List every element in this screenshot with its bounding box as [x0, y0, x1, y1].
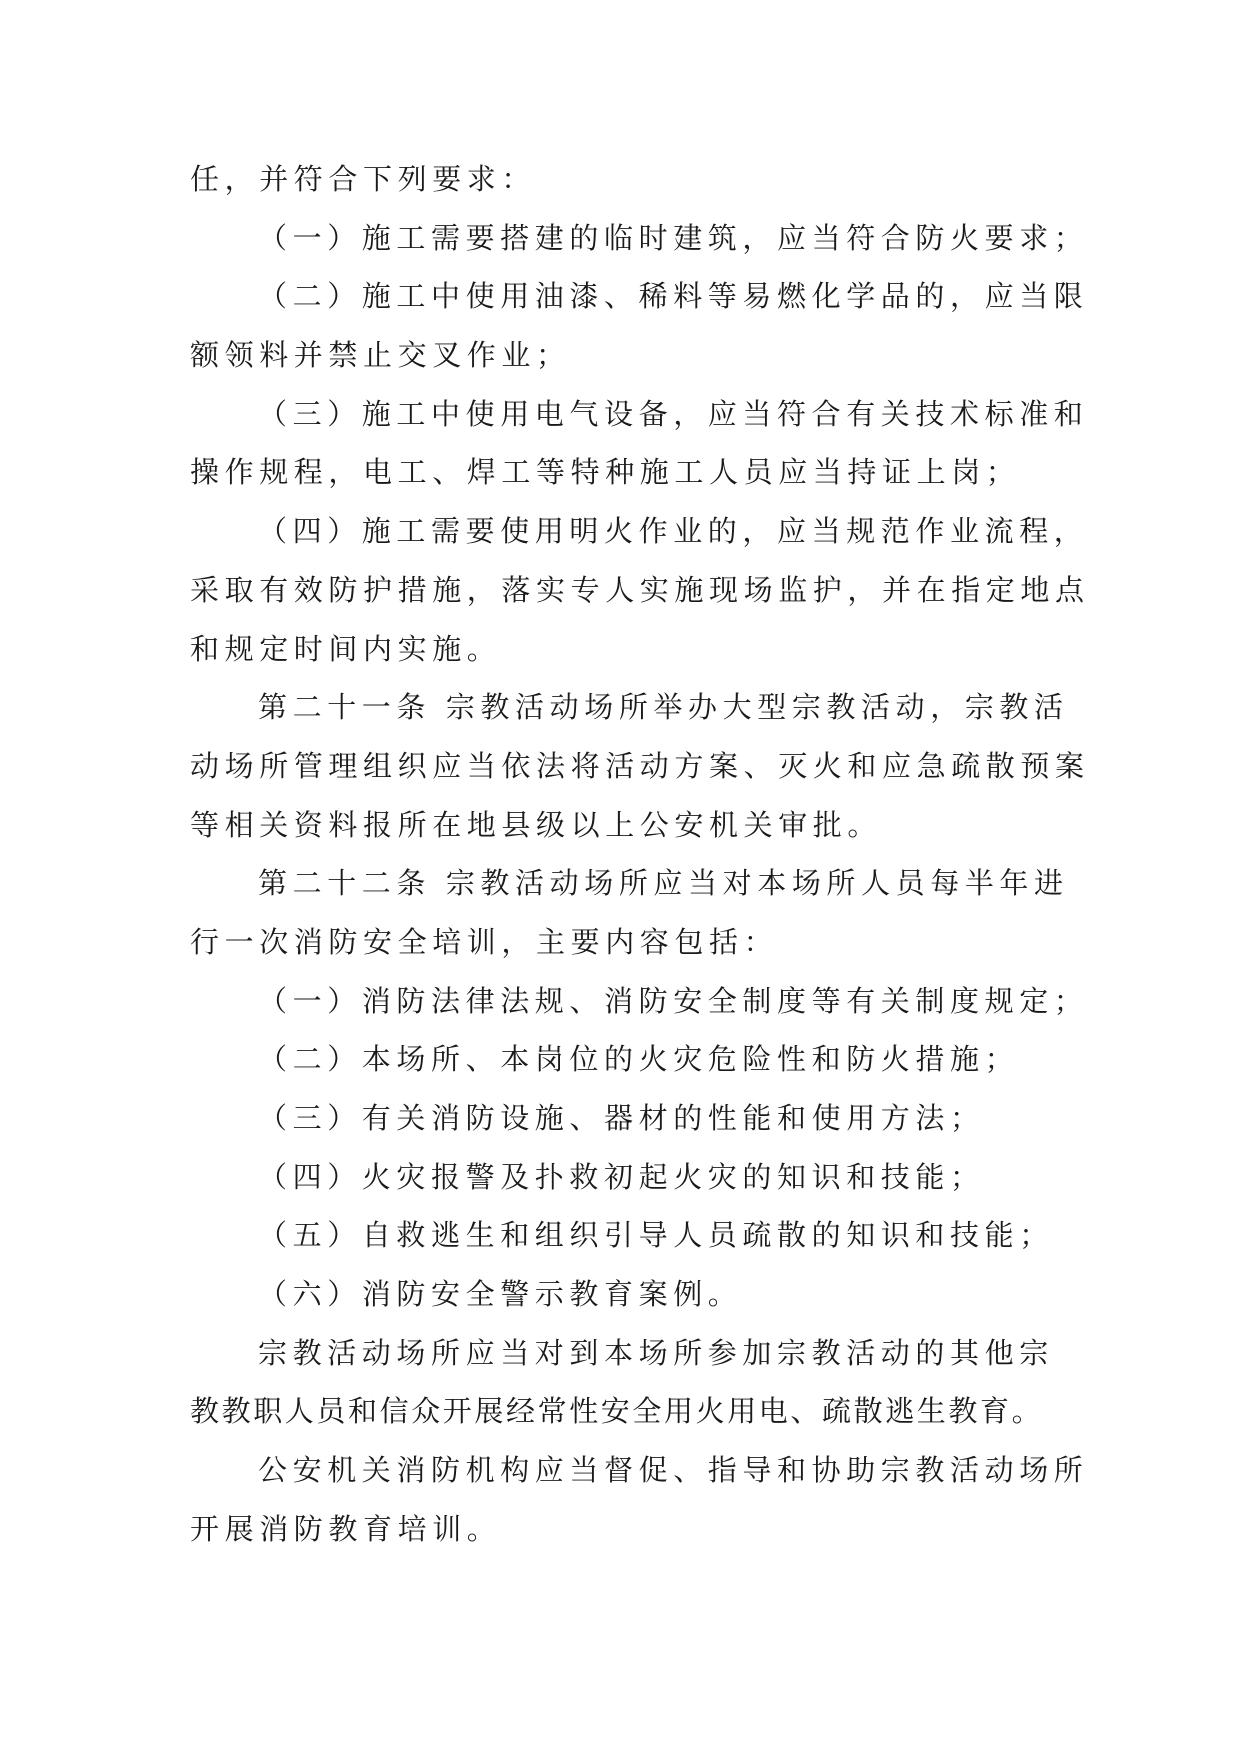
- text-line: 和规定时间内实施。: [190, 631, 502, 666]
- list-item: （一）施工需要搭建的临时建筑，应当符合防火要求；: [258, 220, 1089, 255]
- article-21: 第二十一条 宗教活动场所举办大型宗教活动，宗教活: [258, 690, 1069, 725]
- text-line: 采取有效防护措施，落实专人实施现场监护，并在指定地点: [190, 572, 1090, 607]
- list-item: （一）消防法律法规、消防安全制度等有关制度规定；: [258, 983, 1089, 1018]
- article-22: 第二十二条 宗教活动场所应当对本场所人员每半年进: [258, 866, 1069, 901]
- list-item: （三）有关消防设施、器材的性能和使用方法；: [258, 1101, 985, 1135]
- text-line: 额领料并禁止交叉作业；: [190, 338, 571, 373]
- text-line: 开展消防教育培训。: [190, 1511, 502, 1546]
- list-item: （四）火灾报警及扑救初起火灾的知识和技能；: [258, 1159, 985, 1194]
- text-line: 操作规程，电工、焊工等特种施工人员应当持证上岗；: [190, 455, 1021, 490]
- list-item: （二）施工中使用油漆、稀料等易燃化学品的，应当限: [258, 279, 1089, 314]
- body-text: [190, 150, 1090, 1559]
- text-line: 任，并符合下列要求：: [190, 162, 537, 196]
- list-item: （五）自救逃生和组织引导人员疏散的知识和技能；: [258, 1218, 1054, 1253]
- text-line: 等相关资料报所在地县级以上公安机关审批。: [190, 807, 883, 842]
- list-item: （六）消防安全警示教育案例。: [258, 1277, 743, 1312]
- list-item: （二）本场所、本岗位的火灾危险性和防火措施；: [258, 1042, 1020, 1077]
- paragraph-start: 宗教活动场所应当对到本场所参加宗教活动的其他宗: [258, 1335, 1054, 1370]
- list-item: （四）施工需要使用明火作业的，应当规范作业流程，: [258, 514, 1089, 549]
- text-line: 行一次消防安全培训，主要内容包括：: [190, 924, 779, 959]
- list-item: （三）施工中使用电气设备，应当符合有关技术标准和: [258, 396, 1089, 431]
- text-line: 动场所管理组织应当依法将活动方案、灭火和应急疏散预案: [190, 748, 1090, 783]
- text-line: 教教职人员和信众开展经常性安全用火用电、疏散逃生教育。: [190, 1394, 1044, 1429]
- paragraph-start: 公安机关消防机构应当督促、指导和协助宗教活动场所: [258, 1453, 1089, 1488]
